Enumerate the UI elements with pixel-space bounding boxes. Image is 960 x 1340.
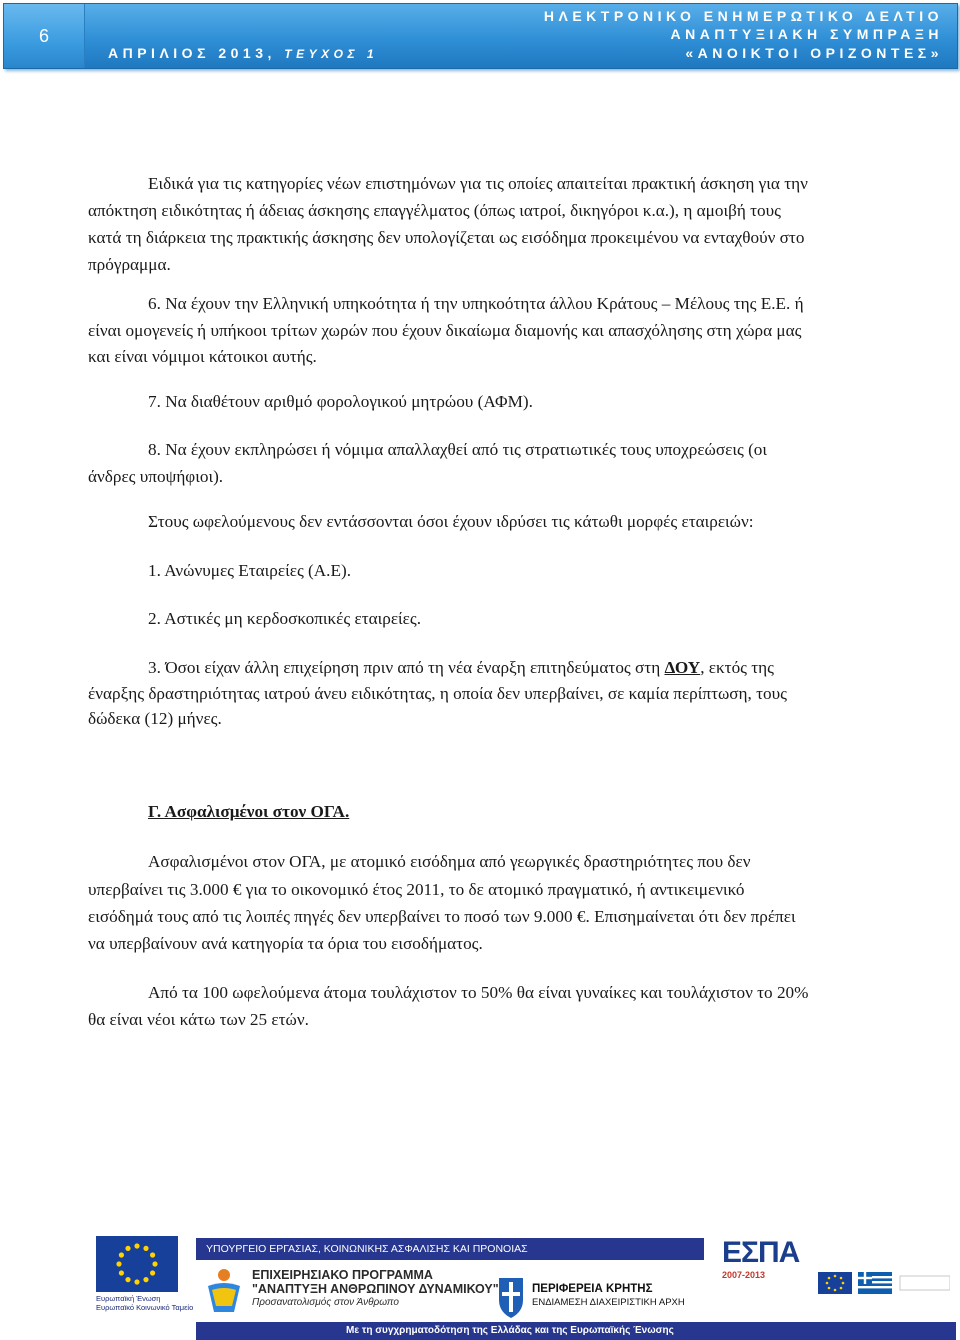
programme-line1: ΕΠΙΧΕΙΡΗΣΙΑΚΟ ΠΡΟΓΡΑΜΜΑ <box>252 1268 433 1282</box>
crest-icon <box>496 1272 526 1320</box>
cofinance-banner: Με τη συγχρηματοδότηση της Ελλάδας και της Ευρωπαϊκής Ένωσης <box>196 1322 956 1340</box>
eu-flag-logo <box>96 1236 178 1292</box>
excluded-item2: 2. Αστικές μη κερδοσκοπικές εταιρείες. <box>148 609 421 628</box>
item8-line1: 8. Να έχουν εκπληρώσει ή νόμιμα απαλλαχθεί από τις στρατιωτικές τους υποχρεώσεις (οι <box>148 440 768 459</box>
programme-figure-icon <box>202 1266 246 1314</box>
para1-line2: απόκτηση ειδικότητας ή άδειας άσκησης επαγγέλματος (όπως ιατροί, δικηγόροι κ.α.), η αμοιβή τους <box>88 201 781 220</box>
espa-word: ΕΣΠΑ <box>722 1236 800 1269</box>
para1-line1: Ειδικά για τις κατηγορίες νέων επιστημόνων για τις οποίες απαιτείται πρακτική άσκηση για την <box>148 174 808 193</box>
header-issue: ΤΕΥΧΟΣ 1 <box>284 47 379 61</box>
header-title-line3: «ΑΝΟΙΚΤΟΙ ΟΡΙΖΟΝΤΕΣ» <box>685 45 943 61</box>
page-number: 6 <box>4 4 85 68</box>
programme-line2: "ΑΝΑΠΤΥΞΗ ΑΝΘΡΩΠΙΝΟΥ ΔΥΝΑΜΙΚΟΥ" <box>252 1282 499 1296</box>
excluded-item3-line2: έναρξης δραστηριότητας ιατρού άνευ ειδικότητας, η οποία δεν υπερβαίνει, σε καμία περίπτωση, τους <box>88 684 787 703</box>
greek-crest-logo <box>496 1272 526 1320</box>
espa-years: 2007-2013 <box>722 1270 766 1280</box>
item6-line1: 6. Να έχουν την Ελληνική υπηκοότητα ή την υπηκοότητα άλλου Κράτους – Μέλους της Ε.Ε. ή <box>148 294 804 313</box>
flag-strip <box>818 1268 950 1298</box>
eu-caption: Ευρωπαϊκή Ένωση Ευρωπαϊκό Κοινωνικό Ταμείο <box>96 1294 194 1312</box>
ministry-banner: ΥΠΟΥΡΓΕΙΟ ΕΡΓΑΣΙΑΣ, ΚΟΙΝΩΝΙΚΗΣ ΑΣΦΑΛΙΣΗΣ ΚΑΙ ΠΡΟΝΟΙΑΣ <box>196 1238 704 1260</box>
ex3-suffix: , εκτός της <box>700 658 774 677</box>
espa-logo <box>722 1236 812 1294</box>
programme-title <box>252 1268 499 1309</box>
newsletter-header <box>3 3 958 69</box>
ex3-prefix: 3. Όσοι είχαν άλλη επιχείρηση πριν από τη νέα έναρξη επιτηδεύματος στη <box>148 658 665 677</box>
flags-icon <box>818 1268 950 1298</box>
oga-para-line4: να υπερβαίνουν ανά κατηγορία τα όρια του εισοδήματος. <box>88 934 483 953</box>
excluded-item3-line1 <box>88 656 956 680</box>
header-date <box>108 45 378 61</box>
item6-line3: και είναι νόμιμοι κάτοικοι αυτής. <box>88 347 317 366</box>
programme-logo <box>202 1266 246 1314</box>
quota-para-line2: θα είναι νέοι κάτω των 25 ετών. <box>88 1010 309 1029</box>
region-text <box>532 1282 685 1309</box>
section-title-oga: Γ. Ασφαλισμένοι στον ΟΓΑ. <box>148 802 350 821</box>
programme-line3: Προσανατολισμός στον Άνθρωπο <box>252 1297 399 1308</box>
item6-line2: είναι ομογενείς ή υπήκοοι τρίτων χωρών που έχουν δικαίωμα διαμονής και απασχόλησης στη χώρα μας <box>88 321 802 340</box>
oga-para-line1: Ασφαλισμένοι στον ΟΓΑ, με ατομικό εισόδημα από γεωργικές δραστηριότητες που δεν <box>148 852 751 871</box>
oga-para-line2: υπερβαίνει τις 3.000 € για το οικονομικό έτος 2011, το δε ατομικό πραγματικό, ή αντικειμενικό <box>88 880 745 899</box>
ex3-doy: ΔΟΥ <box>664 658 701 677</box>
para1-line3: κατά τη διάρκεια της πρακτικής άσκησης δεν υπολογίζεται ως εισόδημα προκειμένου να ενταχθούν στο <box>88 228 805 247</box>
region-line1: ΠΕΡΙΦΕΡΕΙΑ ΚΡΗΤΗΣ <box>532 1283 653 1295</box>
quota-para-line1: Από τα 100 ωφελούμενα άτομα τουλάχιστον το 50% θα είναι γυναίκες και τουλάχιστον το 20% <box>148 983 809 1002</box>
excluded-item3-line3: δώδεκα (12) μήνες. <box>88 709 222 728</box>
item8-line2: άνδρες υποψήφιοι). <box>88 467 224 486</box>
eu-stars-icon <box>96 1236 178 1292</box>
header-date-text: ΑΠΡΙΛΙΟΣ 2013, <box>108 45 276 61</box>
item7: 7. Να διαθέτουν αριθμό φορολογικού μητρώου (ΑΦΜ). <box>148 392 533 411</box>
excluded-intro: Στους ωφελούμενους δεν εντάσσονται όσοι έχουν ιδρύσει τις κάτωθι μορφές εταιρειών: <box>148 512 754 531</box>
para1-line4: πρόγραμμα. <box>88 255 171 274</box>
excluded-item1: 1. Ανώνυμες Εταιρείες (Α.Ε). <box>148 561 352 580</box>
header-title-line2: ΑΝΑΠΤΥΞΙΑΚΗ ΣΥΜΠΡΑΞΗ <box>670 26 943 42</box>
header-title-line1: ΗΛΕΚΤΡΟΝΙΚΟ ΕΝΗΜΕΡΩΤΙΚΟ ΔΕΛΤΙΟ <box>543 8 943 24</box>
region-line2: ΕΝΔΙΑΜΕΣΗ ΔΙΑΧΕΙΡΙΣΤΙΚΗ ΑΡΧΗ <box>532 1297 685 1308</box>
oga-para-line3: εισόδημά τους από τις λοιπές πηγές δεν υπερβαίνει το ποσό των 9.000 €. Επισημαίνεται ότι δεν πρέπει <box>88 907 796 926</box>
